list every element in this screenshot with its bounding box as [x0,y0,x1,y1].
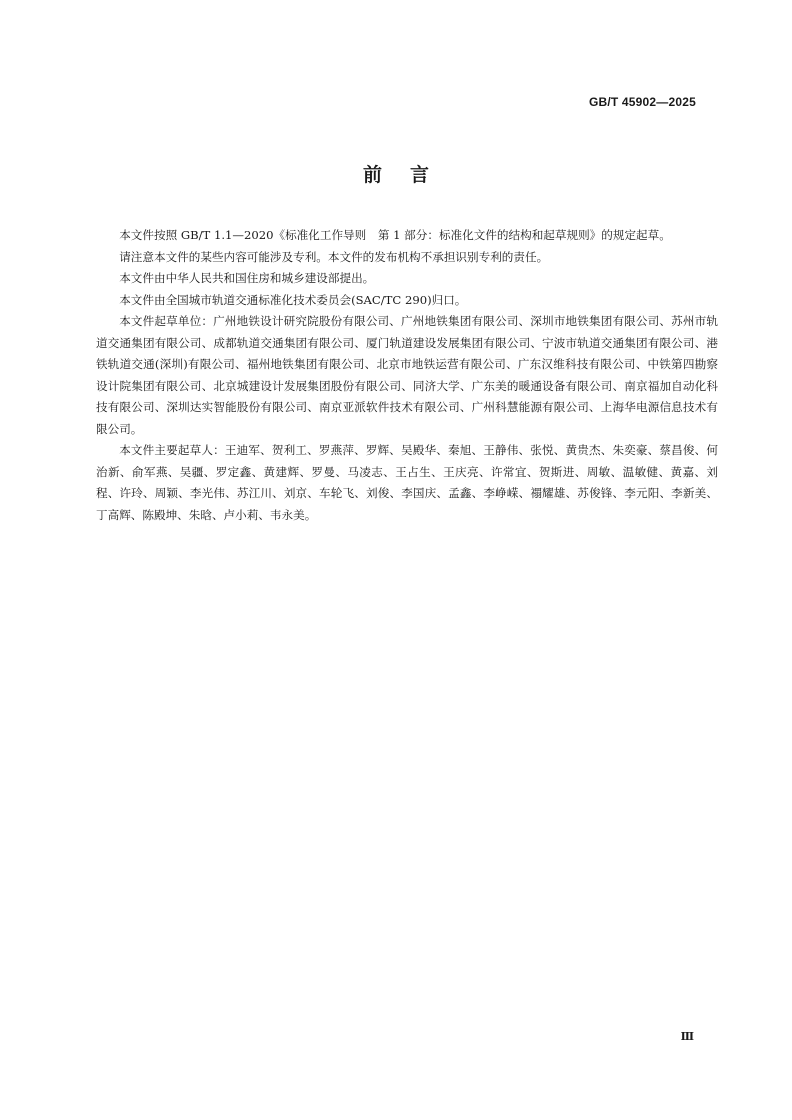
paragraph-technical-committee: 本文件由全国城市轨道交通标准化技术委员会(SAC/TC 290)归口。 [119,292,467,307]
paragraph-drafting-units: 本文件起草单位：广州地铁设计研究院股份有限公司、广州地铁集团有限公司、深圳市地铁集团有限公司、苏州市轨道交通集团有限公司、成都轨道交通集团有限公司、厦门轨道建设发展集团有限公司、宁波市轨道交通集团有限公司、港铁轨道交通(深圳)有限公司、福州地铁集团有限公司、北京市地铁运营有限公司、广东汉维科技有限公司、中铁第四勘察设计院集团有限公司、北京城建设计发展集团股份有限公司、同济大学、广东美的暖通设备有限公司、南京福加自动化科技有限公司、深圳达实智能股份有限公司、南京亚派软件技术有限公司、广州科慧能源有限公司、上海华电源信息技术有限公司。 [96,314,718,436]
paragraph-patent-notice: 请注意本文件的某些内容可能涉及专利。本文件的发布机构不承担识别专利的责任。 [119,249,549,264]
page-title: 前言 [362,164,457,186]
paragraph-main-drafters: 本文件主要起草人：王迪军、贺利工、罗燕萍、罗辉、吴殿华、秦旭、王静伟、张悦、黄贵杰、朱奕豪、蔡昌俊、何治新、俞军燕、吴疆、罗定鑫、黄建辉、罗曼、马凌志、王占生、王庆亮、许常宜、贺斯进、周敏、温敏健、黄嘉、刘程、许玲、周颖、李光伟、苏江川、刘京、车轮飞、刘俊、李国庆、孟鑫、李峥嵘、禤耀雄、苏俊锋、李元阳、李新美、丁高辉、陈殿坤、朱晗、卢小莉、韦永美。 [96,443,718,522]
standard-code: GB/T 45902—2025 [588,95,696,109]
paragraph-proposer: 本文件由中华人民共和国住房和城乡建设部提出。 [119,271,375,285]
paragraph-drafting-rules: 本文件按照 GB/T 1.1—2020《标准化工作导则 第 1 部分：标准化文件的结构和起草规则》的规定起草。 [119,228,671,242]
page-number: Ⅲ [680,1030,694,1043]
foreword-body [96,225,718,526]
